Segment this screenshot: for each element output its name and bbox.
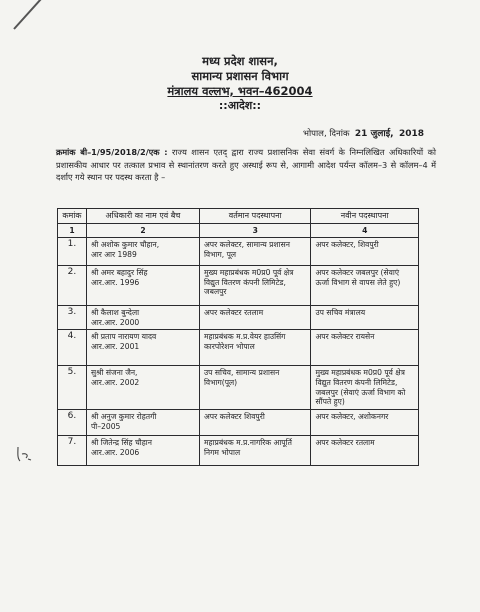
new-posting: अपर कलेक्टर, शिवपुरी — [315, 240, 379, 250]
table-header-row — [58, 209, 419, 224]
table-cell — [311, 436, 419, 466]
table-row — [58, 306, 419, 330]
table-cell — [86, 266, 199, 306]
header-new-posting: नवीन पदस्थापना — [311, 209, 419, 224]
officer-name: सुश्री संजना जैन, — [90, 368, 138, 378]
officer-name: श्री प्रताप नारायण यादव — [90, 332, 157, 342]
current-posting: उप सचिव, सामान्य प्रशासन विभाग(पूल) — [203, 368, 280, 387]
date-value: 21 जुलाई, — [354, 129, 394, 139]
column-number-row — [58, 223, 419, 238]
order-text: राज्य शासन एतद् द्वारा राज्य प्रशासनिक सेवा संवर्ग के निम्नलिखित अधिकारियों को प्रशासकीय आधार पर तत्काल प्रभाव से स्थानांतरण करते हुए अस्थाई रूप से, आगामी आदेश पर्यन्त कॉलम–3 से कॉलम–4 में दर्शाए गये स्थान पर पदस्थ करता है – — [56, 147, 436, 182]
table-cell — [311, 238, 419, 266]
officer-name: श्री अशोक कुमार चौहान, — [90, 240, 160, 250]
document-header — [0, 54, 480, 113]
serial-number: 7. — [67, 437, 77, 448]
table-cell — [86, 366, 199, 410]
table-cell — [58, 238, 87, 266]
serial-number: 2. — [67, 267, 77, 278]
table-cell — [199, 330, 311, 366]
new-posting: अपर कलेक्टर जबलपुर (सेवाएं ऊर्जा विभाग से वापस लेते हुए) — [315, 268, 401, 287]
current-posting: मुख्य महाप्रबंधक म0प्र0 पूर्व क्षेत्र विद्युत वितरण कंपनी लिमिटेड, जबलपुर — [203, 268, 294, 297]
order-reference: क्रमांक बी–1/95/2018/2/एक : — [56, 147, 168, 157]
header-serial: कमांक — [58, 209, 87, 224]
table-cell — [86, 330, 199, 366]
current-posting: अपर कलेक्टर, सामान्य प्रशासन विभाग, पूल — [203, 240, 290, 259]
table-cell — [58, 366, 87, 410]
table-cell — [58, 436, 87, 466]
column-number: 4 — [311, 223, 419, 238]
table-cell — [199, 238, 311, 266]
table-row — [58, 238, 419, 266]
officer-name: श्री अनुज कुमार रोहतगी — [90, 412, 157, 422]
current-posting: महाप्रबंधक म.प्र.नागरिक आपूर्ति निगम भोपाल — [203, 438, 292, 457]
column-number: 1 — [58, 223, 87, 238]
column-number: 3 — [199, 223, 311, 238]
officer-batch: आर आर 1989 — [90, 249, 137, 259]
table-cell — [86, 436, 199, 466]
dateline — [303, 126, 424, 139]
new-posting: अपर कलेक्टर रतलाम — [315, 438, 375, 448]
table-cell — [199, 306, 311, 330]
table-cell — [199, 410, 311, 436]
officer-batch: पी–2005 — [90, 421, 121, 431]
serial-number: 6. — [67, 411, 77, 422]
table-cell — [311, 306, 419, 330]
table-cell — [58, 306, 87, 330]
government-name: मध्य प्रदेश शासन, — [202, 54, 278, 68]
officer-batch: आर.आर. 1996 — [90, 277, 140, 287]
table-cell — [86, 238, 199, 266]
transfer-table — [57, 208, 419, 466]
serial-number: 4. — [67, 331, 77, 342]
order-title: ::आदेश:: — [218, 99, 262, 112]
officer-batch: आर.आर. 2002 — [90, 377, 140, 387]
new-posting: उप सचिव मंत्रालय — [315, 308, 366, 318]
new-posting: अपर कलेक्टर रायसेन — [315, 332, 375, 342]
table-cell — [58, 410, 87, 436]
officer-batch: आर.आर. 2000 — [90, 317, 140, 327]
table-cell — [311, 330, 419, 366]
new-posting: अपर कलेक्टर, अशोकनगर — [315, 412, 389, 422]
table-cell — [199, 436, 311, 466]
handwritten-initial-mark — [14, 444, 34, 464]
table-cell — [58, 266, 87, 306]
serial-number: 1. — [67, 239, 77, 250]
header-current-posting: वर्तमान पदस्थापना — [199, 209, 311, 224]
office-address: मंत्रालय वल्लभ, भवन–462004 — [167, 84, 313, 98]
table-cell — [199, 266, 311, 306]
table-cell — [311, 366, 419, 410]
table-cell — [86, 306, 199, 330]
serial-number: 5. — [67, 367, 77, 378]
date-year: 2018 — [398, 129, 424, 139]
header-officer: अधिकारी का नाम एवं बैच — [86, 209, 199, 224]
current-posting: अपर कलेक्टर रतलाम — [203, 308, 264, 318]
current-posting: महाप्रबंधक म.प्र.वेयर हाउसिंग कारपोरेशन भोपाल — [203, 332, 286, 351]
table-cell — [199, 366, 311, 410]
order-intro — [56, 146, 436, 184]
column-number: 2 — [86, 223, 199, 238]
table-row — [58, 410, 419, 436]
officer-name: श्री अमर बहादुर सिंह — [90, 268, 148, 278]
serial-number: 3. — [67, 307, 77, 318]
table-cell — [311, 266, 419, 306]
new-posting: मुख्य महाप्रबंधक म0प्र0 पूर्व क्षेत्र विद्युत वितरण कंपनी लिमिटेड, जबलपुर (सेवाएं ऊर्जा विभाग को सौंपते हुए) — [315, 368, 406, 407]
table-body — [58, 238, 419, 466]
officer-batch: आर.आर. 2006 — [90, 447, 140, 457]
date-place: भोपाल, दिनांक — [302, 129, 350, 139]
department-name: सामान्य प्रशासन विभाग — [191, 69, 289, 83]
table-cell — [58, 330, 87, 366]
officer-name: श्री कैलाश बुन्देला — [90, 308, 140, 318]
table-cell — [86, 410, 199, 436]
table-row — [58, 330, 419, 366]
current-posting: अपर कलेक्टर शिवपुरी — [203, 412, 265, 422]
officer-name: श्री जितेन्द्र सिंह चौहान — [90, 438, 152, 448]
pen-stroke-mark — [13, 0, 43, 30]
table-row — [58, 436, 419, 466]
officer-batch: आर.आर. 2001 — [90, 341, 140, 351]
table-row — [58, 366, 419, 410]
table-cell — [311, 410, 419, 436]
table-row — [58, 266, 419, 306]
